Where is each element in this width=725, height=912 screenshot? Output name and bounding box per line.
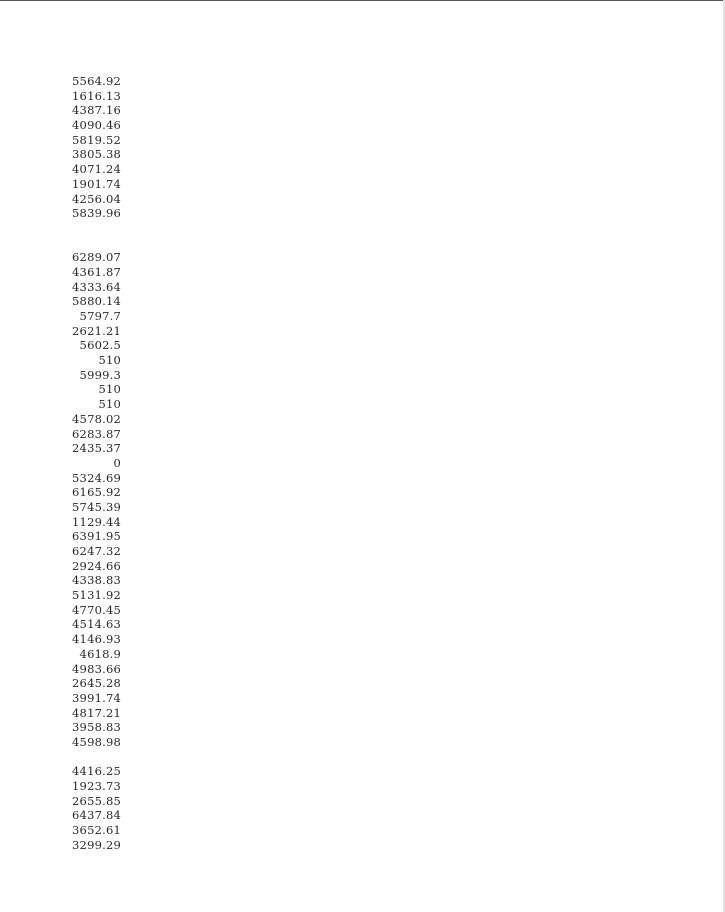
numeric-value: 1901.74: [72, 176, 121, 191]
numeric-value: 0: [113, 455, 121, 470]
numeric-value: 4071.24: [72, 162, 121, 177]
numeric-value: 4333.64: [72, 279, 121, 294]
numeric-value: 4578.02: [72, 411, 121, 426]
numeric-value: 3805.38: [72, 147, 121, 162]
numeric-value: 2655.85: [72, 793, 121, 808]
numeric-value: 3991.74: [72, 690, 121, 705]
numeric-value: 4983.66: [72, 661, 121, 676]
numeric-value: 6289.07: [72, 250, 121, 265]
numeric-value: 6247.32: [72, 544, 121, 558]
numeric-value: 5602.5: [79, 338, 121, 353]
value-block-1: [60, 74, 121, 221]
numeric-value: 4817.21: [72, 705, 121, 720]
numeric-value: 5564.92: [72, 74, 121, 88]
numeric-value: 5797.7: [79, 309, 121, 323]
numeric-value: 5819.52: [72, 132, 121, 147]
numeric-value: 2645.28: [72, 676, 121, 691]
numeric-value: 6437.84: [72, 808, 121, 823]
numeric-value: 6165.92: [72, 485, 121, 500]
page-top-border: [0, 0, 725, 1]
numeric-value: 5880.14: [72, 294, 121, 309]
numeric-value: 510: [98, 382, 121, 397]
blank-line: [60, 236, 121, 251]
numeric-value: 510: [98, 353, 121, 368]
numeric-value: 5131.92: [72, 588, 121, 603]
numeric-value: 3299.29: [72, 837, 121, 852]
numeric-value: 6391.95: [72, 529, 121, 544]
numeric-value: 6283.87: [72, 426, 121, 441]
numeric-value: 1129.44: [72, 514, 121, 529]
numeric-value: 4361.87: [72, 264, 121, 279]
numeric-value: 510: [98, 397, 121, 412]
numeric-value: 5324.69: [72, 470, 121, 485]
numeric-value: 3958.83: [72, 720, 121, 735]
numeric-value: 2621.21: [72, 323, 121, 338]
value-block-3: [60, 764, 121, 852]
numeric-value: 4387.16: [72, 103, 121, 118]
numeric-value: 4598.98: [72, 734, 121, 749]
numeric-value: 4256.04: [72, 191, 121, 206]
blank-line: [60, 750, 121, 765]
numeric-value: 2924.66: [72, 558, 121, 573]
numeric-value: 4514.63: [72, 617, 121, 632]
value-block-2: [60, 250, 121, 749]
numeric-value: 4146.93: [72, 632, 121, 647]
numeric-value: 4090.46: [72, 118, 121, 133]
numeric-value: 4618.9: [79, 646, 121, 661]
numeric-value: 5745.39: [72, 499, 121, 514]
numeric-value: 1923.73: [72, 779, 121, 793]
numeric-value: 4338.83: [72, 573, 121, 588]
numeric-value-column: [60, 74, 121, 852]
numeric-value: 4770.45: [72, 602, 121, 617]
numeric-value: 2435.37: [72, 441, 121, 456]
numeric-value: 5839.96: [72, 206, 121, 221]
numeric-value: 3652.61: [72, 823, 121, 838]
numeric-value: 4416.25: [72, 764, 121, 779]
blank-line: [60, 221, 121, 236]
numeric-value: 5999.3: [79, 367, 121, 382]
numeric-value: 1616.13: [72, 88, 121, 103]
